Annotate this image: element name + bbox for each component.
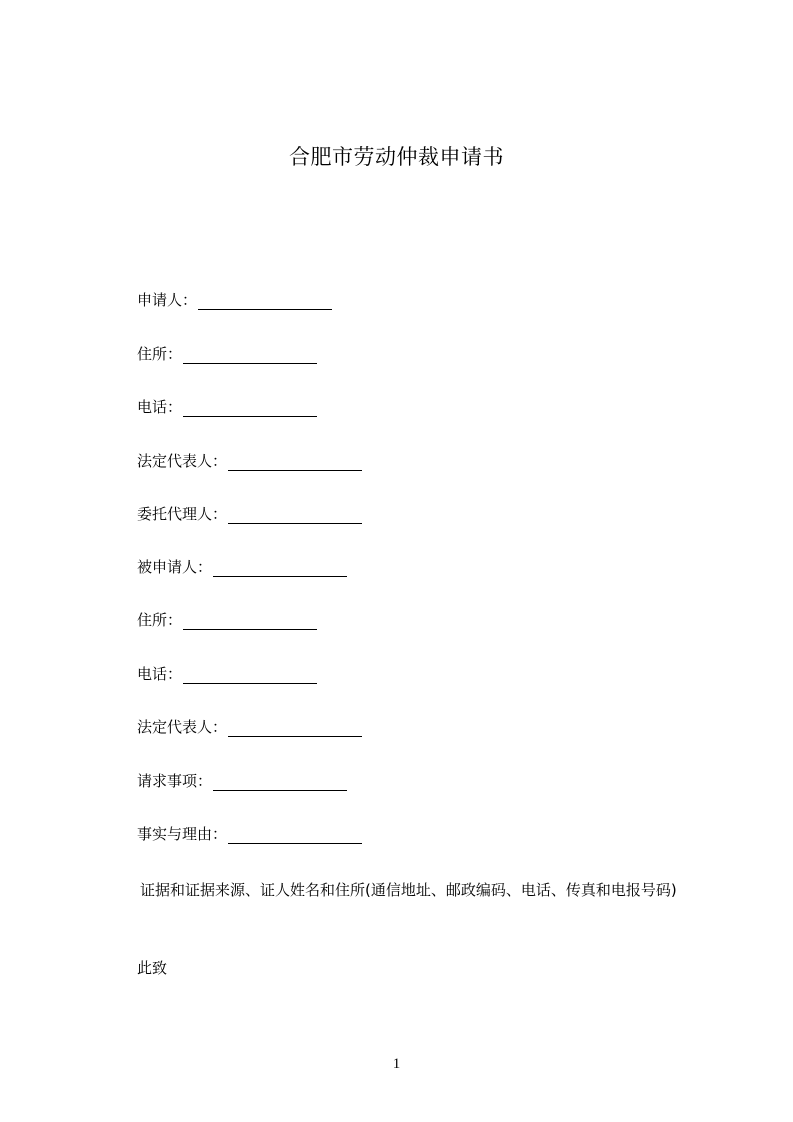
fill-in-blank xyxy=(228,720,362,737)
field-applicant xyxy=(137,290,332,310)
field-label: 被申请人： xyxy=(137,558,213,576)
fill-in-blank xyxy=(228,507,362,524)
document-title: 合肥市劳动仲裁申请书 xyxy=(289,145,504,169)
field-label: 请求事项： xyxy=(137,772,213,790)
field-respondent-phone xyxy=(137,664,317,684)
fill-in-blank xyxy=(183,400,317,417)
field-label: 住所： xyxy=(137,611,183,629)
field-respondent xyxy=(137,557,347,577)
field-respondent-address xyxy=(137,610,317,630)
field-applicant-address xyxy=(137,344,317,364)
field-label: 法定代表人： xyxy=(137,718,228,736)
field-claims xyxy=(137,771,347,791)
field-authorized-agent xyxy=(137,504,362,524)
field-label: 申请人： xyxy=(137,291,198,309)
page-number: 1 xyxy=(392,1056,401,1072)
field-applicant-phone xyxy=(137,397,317,417)
field-label: 电话： xyxy=(137,665,183,683)
field-label: 委托代理人： xyxy=(137,505,228,523)
fill-in-blank xyxy=(228,827,362,844)
fill-in-blank xyxy=(183,347,317,364)
evidence-paragraph: 证据和证据来源、证人姓名和住所(通信地址、邮政编码、电话、传真和电报号码) xyxy=(140,881,677,899)
field-respondent-legal-representative xyxy=(137,717,362,737)
fill-in-blank xyxy=(228,454,362,471)
fill-in-blank xyxy=(213,560,347,577)
fill-in-blank xyxy=(198,293,332,310)
fill-in-blank xyxy=(213,774,347,791)
field-label: 电话： xyxy=(137,398,183,416)
closing-salutation: 此致 xyxy=(137,959,168,977)
field-label: 住所： xyxy=(137,345,183,363)
fill-in-blank xyxy=(183,613,317,630)
field-label: 事实与理由： xyxy=(137,825,228,843)
fill-in-blank xyxy=(183,667,317,684)
field-facts-and-reasons xyxy=(137,824,362,844)
field-label: 法定代表人： xyxy=(137,452,228,470)
field-legal-representative xyxy=(137,451,362,471)
